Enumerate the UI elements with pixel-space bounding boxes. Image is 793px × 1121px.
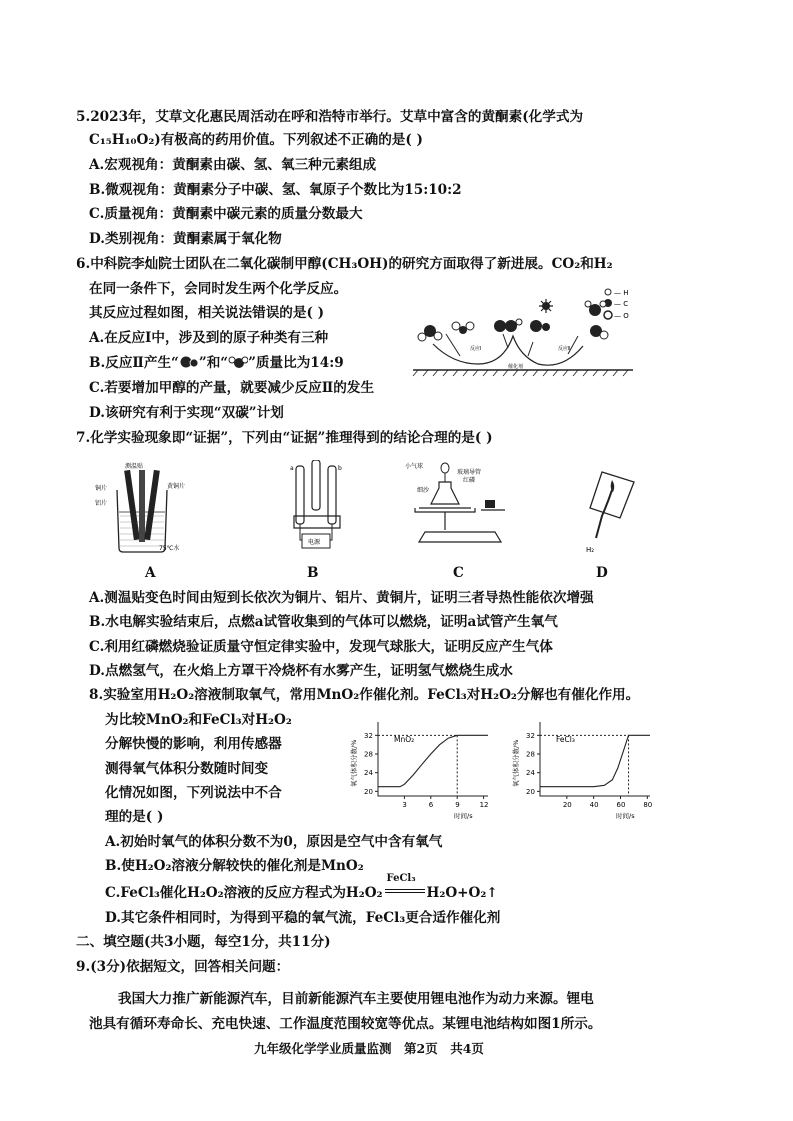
- q6-option-d: D.该研究有利于实现“双碳”计划: [89, 405, 284, 421]
- q6-option-b-mid: ”和“: [198, 355, 229, 371]
- q8-stem-line3: 分解快慢的影响，利用传感器: [105, 736, 282, 752]
- x-tick-label: 60: [616, 801, 626, 809]
- legend-c-atom: [604, 299, 628, 308]
- brass-strip-label: 黄铜片: [167, 483, 186, 490]
- y-tick-label: 32: [364, 731, 373, 740]
- y-axis-label: 氧气体积分数/%: [512, 739, 520, 787]
- hydrogen-label: H₂: [586, 546, 595, 554]
- y-tick-label: 20: [526, 787, 535, 796]
- series-label: MnO₂: [394, 735, 415, 744]
- co-molecule-icon: [179, 356, 199, 368]
- co2-molecule-2: [590, 325, 608, 339]
- h2-molecule: [452, 322, 474, 334]
- q7-figure-b-caption: B: [307, 565, 319, 581]
- q7-figure-d-caption: D: [596, 565, 608, 581]
- q8-option-c: [105, 873, 498, 902]
- q5-stem-line1: 5.2023年，艾草文化惠民周活动在呼和浩特市举行。艾草中富含的黄酮素(化学式为: [76, 109, 584, 125]
- x-tick-label: 12: [479, 801, 489, 809]
- y-tick-label: 20: [364, 787, 373, 796]
- q6-option-b-start: B.反应Ⅱ产生“: [89, 355, 179, 371]
- red-phosphorus-label: 红磷: [463, 477, 476, 484]
- legend-h-atom: [605, 289, 629, 297]
- q8-stem-line4: 测得氧气体积分数随时间变: [105, 761, 269, 777]
- x-axis-label: 时间/s: [616, 812, 635, 820]
- glass-tube-label: 玻璃导管: [457, 469, 482, 476]
- y-tick-label: 28: [364, 750, 373, 759]
- tube-b-label: b: [338, 465, 342, 472]
- aluminum-strip-label: 铝片: [95, 500, 108, 507]
- q7-figure-c: [405, 460, 515, 555]
- q6-option-a: A.在反应Ⅰ中，涉及到的原子种类有三种: [89, 330, 329, 346]
- q8-stem-line6: 理的是( ): [105, 809, 164, 825]
- thermo-sticker-label: 测温贴: [125, 463, 144, 470]
- q6-option-b-end: ”质量比为14:9: [248, 355, 344, 371]
- sand-label: 细沙: [417, 487, 430, 494]
- q8-chart-fecl3: [510, 712, 660, 822]
- balloon-label: 小气球: [405, 463, 424, 470]
- q7-figure-c-caption: C: [453, 565, 464, 581]
- y-tick-label: 24: [526, 769, 535, 778]
- copper-strip-label: 铜片: [95, 485, 108, 492]
- q7-figure-a-caption: A: [145, 565, 156, 581]
- q8-option-b: B.使H₂O₂溶液分解较快的催化剂是MnO₂: [105, 858, 364, 874]
- co2-molecule: [418, 325, 442, 341]
- q5-option-b: B.微观视角：黄酮素分子中碳、氢、氧原子个数比为15:10:2: [89, 182, 462, 198]
- x-tick-label: 40: [589, 801, 599, 809]
- q6-option-c: C.若要增加甲醇的产量，就要减少反应Ⅱ的发生: [89, 380, 375, 396]
- equation-catalyst: FeCl₃: [386, 873, 416, 884]
- legend-o-atom: [604, 311, 629, 320]
- svg-text:— C: — C: [614, 300, 629, 308]
- svg-text:— O: — O: [614, 312, 629, 320]
- water-molecule: [585, 301, 606, 316]
- q9-stem: 9.(3分)依据短文，回答相关问题：: [76, 959, 290, 975]
- section-2-heading: 二、填空题(共3小题，每空1分，共11分): [76, 934, 331, 950]
- y-tick-label: 32: [526, 731, 535, 740]
- q7-option-a: A.测温贴变色时间由短到长依次为铜片、铝片、黄铜片，证明三者导热性能依次增强: [89, 590, 594, 606]
- q8-chart-mno2: [348, 712, 498, 822]
- q7-option-b: B.水电解实验结束后，点燃a试管收集到的气体可以燃烧，证明a试管产生氧气: [89, 614, 558, 630]
- q7-option-c: C.利用红磷燃烧验证质量守恒定律实验中，发现气球胀大，证明反应产生气体: [89, 639, 553, 655]
- x-tick-label: 20: [562, 801, 572, 809]
- q8-stem-line5: 化情况如图，下列说法中不合: [105, 785, 282, 801]
- svg-text:— H: — H: [614, 289, 629, 297]
- q6-reaction-diagram: [408, 286, 638, 378]
- x-tick-label: 6: [428, 801, 434, 809]
- q7-figure-a: [95, 460, 190, 560]
- water-temp-label: 75℃水: [159, 545, 180, 552]
- tube-a-label: a: [290, 465, 294, 472]
- q8-option-d: D.其它条件相同时，为得到平稳的氧气流，FeCl₃更合适作催化剂: [105, 910, 501, 926]
- q6-stem-line2: 在同一条件下，会同时发生两个化学反应。: [89, 281, 348, 297]
- x-tick-label: 80: [643, 801, 653, 809]
- q7-figure-b: [282, 460, 352, 555]
- q8-option-a: A.初始时氧气的体积分数不为0，原因是空气中含有氧气: [105, 834, 443, 850]
- q5-stem-line2: C₁₅H₁₀O₂)有极高的药用价值。下列叙述不正确的是( ): [89, 132, 423, 148]
- co-molecule: [530, 320, 550, 332]
- q9-passage-line1: 我国大力推广新能源汽车，目前新能源汽车主要使用锂电池作为动力来源。锂电: [118, 991, 594, 1007]
- q9-passage-line2: 池具有循环寿命长、充电快速、工作温度范围较宽等优点。某锂电池结构如图1所示。: [89, 1016, 602, 1032]
- reaction-arrow: [383, 873, 427, 902]
- q8-option-c-text: C.FeCl₃催化H₂O₂溶液的反应方程式为H₂O₂: [105, 885, 383, 901]
- catalyst-label: 催化剂: [508, 364, 524, 370]
- methanol-molecule: [494, 319, 522, 332]
- y-tick-label: 24: [364, 769, 373, 778]
- reaction-2-label: 反应Ⅱ: [558, 346, 571, 352]
- q5-option-d: D.类别视角：黄酮素属于氧化物: [89, 231, 282, 247]
- light-star-icon: [539, 299, 553, 313]
- x-tick-label: 3: [402, 801, 407, 809]
- y-tick-label: 28: [526, 750, 535, 759]
- q6-stem-line1: 6.中科院李灿院士团队在二氧化碳制甲醇(CH₃OH)的研究方面取得了新进展。CO₂和H₂: [76, 256, 613, 272]
- y-axis-label: 氧气体积分数/%: [350, 739, 358, 787]
- q8-equation-products: H₂O+O₂↑: [426, 885, 498, 901]
- x-axis-label: 时间/s: [454, 812, 473, 820]
- chart-axes: [540, 722, 650, 796]
- q6-option-b: [89, 354, 344, 372]
- q7-option-d: D.点燃氢气，在火焰上方罩干冷烧杯有水雾产生，证明氢气燃烧生成水: [89, 663, 513, 679]
- q7-stem: 7.化学实验现象即“证据”，下列由“证据”推理得到的结论合理的是( ): [76, 430, 493, 446]
- q5-option-a: A.宏观视角：黄酮素由碳、氢、氧三种元素组成: [89, 157, 377, 173]
- q8-stem-line2: 为比较MnO₂和FeCl₃对H₂O₂: [105, 712, 292, 728]
- x-tick-label: 9: [455, 801, 460, 809]
- chart-axes: [378, 722, 488, 796]
- water-molecule-icon: [228, 356, 248, 368]
- page-footer: 九年级化学学业质量监测 第2页 共4页: [254, 1041, 484, 1056]
- power-supply-label: 电源: [308, 539, 321, 546]
- q7-figure-d: [572, 460, 647, 555]
- q8-stem-line1: 8.实验室用H₂O₂溶液制取氧气，常用MnO₂作催化剂。FeCl₃对H₂O₂分解也有催化作用。: [89, 687, 640, 703]
- reaction-1-label: 反应Ⅰ: [470, 346, 482, 352]
- series-label: FeCl₃: [556, 735, 575, 744]
- q6-stem-line3: 其反应过程如图，相关说法错误的是( ): [89, 305, 325, 321]
- q5-option-c: C.质量视角：黄酮素中碳元素的质量分数最大: [89, 206, 363, 222]
